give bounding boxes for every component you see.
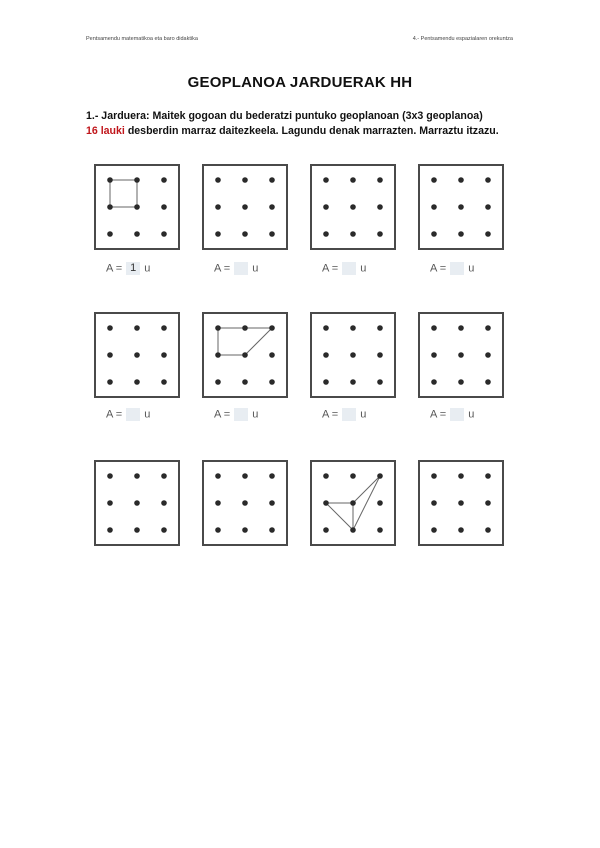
peg-dot	[242, 204, 248, 210]
area-prefix: A =	[430, 262, 447, 275]
peg-dot	[323, 231, 329, 237]
geoboard	[202, 164, 288, 250]
peg-dot	[269, 473, 275, 479]
area-prefix: A =	[214, 408, 231, 421]
area-unit: u	[468, 408, 475, 421]
peg-dot	[242, 379, 248, 385]
peg-dot	[431, 177, 437, 183]
peg-dot	[323, 500, 329, 506]
geoboard	[202, 460, 288, 546]
area-label	[106, 408, 192, 421]
peg-dot	[431, 325, 437, 331]
peg-dot	[107, 379, 113, 385]
geoboard-svg	[418, 460, 504, 546]
peg-dot	[107, 473, 113, 479]
peg-dot	[215, 473, 221, 479]
peg-dot	[485, 325, 491, 331]
task-rest: desberdin marraz daitezkeela. Lagundu denak marrazten. Marraztu itzazu.	[124, 125, 499, 137]
peg-dot	[350, 379, 356, 385]
peg-dot	[485, 527, 491, 533]
peg-dot	[107, 204, 113, 210]
header-left: Pentsamendu matematikoa eta baro didaktika	[86, 36, 198, 42]
peg-dot	[431, 231, 437, 237]
peg-dot	[377, 473, 383, 479]
peg-dot	[269, 352, 275, 358]
peg-dot	[350, 204, 356, 210]
peg-dot	[242, 500, 248, 506]
peg-dot	[269, 379, 275, 385]
area-unit: u	[360, 262, 367, 275]
peg-dot	[458, 204, 464, 210]
geoboard	[202, 312, 288, 398]
peg-dot	[269, 325, 275, 331]
peg-dot	[323, 379, 329, 385]
geoboard	[94, 164, 180, 250]
peg-dot	[134, 527, 140, 533]
peg-dot	[350, 231, 356, 237]
area-answer-box[interactable]: 1	[126, 262, 140, 275]
peg-dot	[215, 352, 221, 358]
peg-dot	[485, 379, 491, 385]
peg-dot	[215, 325, 221, 331]
area-label	[430, 408, 516, 421]
peg-dot	[107, 177, 113, 183]
geoboard	[310, 164, 396, 250]
peg-dot	[350, 473, 356, 479]
peg-dot	[458, 379, 464, 385]
geoboard-svg	[310, 312, 396, 398]
peg-dot	[350, 325, 356, 331]
peg-dot	[431, 527, 437, 533]
peg-dot	[107, 231, 113, 237]
geoboard-svg	[418, 164, 504, 250]
peg-dot	[458, 527, 464, 533]
area-answer-box[interactable]	[126, 408, 140, 421]
peg-dot	[350, 500, 356, 506]
peg-dot	[431, 204, 437, 210]
peg-dot	[215, 177, 221, 183]
geoboard	[310, 312, 396, 398]
peg-dot	[323, 325, 329, 331]
peg-dot	[215, 500, 221, 506]
peg-dot	[458, 231, 464, 237]
peg-dot	[161, 352, 167, 358]
peg-dot	[242, 177, 248, 183]
peg-dot	[134, 352, 140, 358]
page-title: GEOPLANOA JARDUERAK HH	[187, 74, 413, 91]
peg-dot	[134, 500, 140, 506]
peg-dot	[485, 231, 491, 237]
area-label	[322, 408, 408, 421]
peg-dot	[161, 204, 167, 210]
peg-dot	[107, 325, 113, 331]
peg-dot	[485, 177, 491, 183]
area-prefix: A =	[106, 262, 123, 275]
area-prefix: A =	[322, 262, 339, 275]
geoboard-svg	[418, 312, 504, 398]
area-label	[214, 408, 300, 421]
peg-dot	[323, 177, 329, 183]
area-unit: u	[144, 262, 151, 275]
area-answer-box[interactable]	[342, 408, 356, 421]
peg-dot	[161, 177, 167, 183]
peg-dot	[269, 177, 275, 183]
geoboard	[310, 460, 396, 546]
peg-dot	[215, 231, 221, 237]
peg-dot	[458, 500, 464, 506]
area-unit: u	[252, 408, 259, 421]
area-prefix: A =	[322, 408, 339, 421]
geoboard	[94, 312, 180, 398]
peg-dot	[242, 231, 248, 237]
area-unit: u	[360, 408, 367, 421]
peg-dot	[377, 527, 383, 533]
peg-dot	[269, 500, 275, 506]
peg-dot	[377, 325, 383, 331]
peg-dot	[134, 473, 140, 479]
area-answer-box[interactable]	[450, 408, 464, 421]
area-prefix: A =	[106, 408, 123, 421]
geoboard-svg	[202, 460, 288, 546]
peg-dot	[269, 527, 275, 533]
area-label	[430, 262, 516, 275]
peg-dot	[215, 204, 221, 210]
peg-dot	[350, 527, 356, 533]
peg-dot	[350, 177, 356, 183]
peg-dot	[485, 204, 491, 210]
peg-dot	[242, 325, 248, 331]
peg-dot	[107, 527, 113, 533]
peg-dot	[431, 379, 437, 385]
peg-dot	[458, 177, 464, 183]
peg-dot	[161, 527, 167, 533]
task-intro: 1.- Jarduera: Maitek gogoan du bederatzi puntuko geoplanoan (3x3 geoplanoa)	[86, 110, 483, 122]
peg-dot	[431, 500, 437, 506]
peg-dot	[323, 527, 329, 533]
peg-dot	[134, 231, 140, 237]
peg-dot	[134, 204, 140, 210]
area-unit: u	[468, 262, 475, 275]
area-unit: u	[144, 408, 151, 421]
peg-dot	[377, 500, 383, 506]
geoboard	[418, 164, 504, 250]
peg-dot	[161, 231, 167, 237]
peg-dot	[377, 204, 383, 210]
peg-dot	[242, 527, 248, 533]
geoboard-svg	[310, 460, 396, 546]
geoboard-svg	[202, 164, 288, 250]
peg-dot	[485, 473, 491, 479]
task-text	[86, 109, 526, 139]
geoboard-svg	[202, 312, 288, 398]
peg-dot	[458, 325, 464, 331]
peg-dot	[161, 379, 167, 385]
task-highlight: 16 lauki	[86, 125, 125, 137]
peg-dot	[458, 352, 464, 358]
geoboard-svg	[94, 164, 180, 250]
peg-dot	[134, 177, 140, 183]
peg-dot	[431, 473, 437, 479]
peg-dot	[377, 231, 383, 237]
peg-dot	[431, 352, 437, 358]
peg-dot	[107, 500, 113, 506]
peg-dot	[377, 379, 383, 385]
peg-dot	[134, 325, 140, 331]
peg-dot	[161, 500, 167, 506]
peg-dot	[269, 231, 275, 237]
area-label	[214, 262, 300, 275]
peg-dot	[323, 204, 329, 210]
area-label	[106, 262, 192, 275]
peg-dot	[485, 352, 491, 358]
peg-dot	[242, 473, 248, 479]
geoboard-svg	[94, 460, 180, 546]
peg-dot	[323, 352, 329, 358]
peg-dot	[377, 177, 383, 183]
peg-dot	[323, 473, 329, 479]
peg-dot	[269, 204, 275, 210]
peg-dot	[134, 379, 140, 385]
peg-dot	[161, 473, 167, 479]
geoboard	[418, 460, 504, 546]
area-prefix: A =	[214, 262, 231, 275]
geoboard	[94, 460, 180, 546]
area-unit: u	[252, 262, 259, 275]
area-answer-box[interactable]	[450, 262, 464, 275]
peg-dot	[107, 352, 113, 358]
area-prefix: A =	[430, 408, 447, 421]
area-answer-box[interactable]	[234, 408, 248, 421]
geoboard	[418, 312, 504, 398]
peg-dot	[215, 527, 221, 533]
peg-dot	[242, 352, 248, 358]
peg-dot	[350, 352, 356, 358]
peg-dot	[458, 473, 464, 479]
geoboard-svg	[310, 164, 396, 250]
header-right: 4.- Pentsamendu espazialaren orekuntza	[412, 36, 513, 42]
area-answer-box[interactable]	[342, 262, 356, 275]
peg-dot	[215, 379, 221, 385]
peg-dot	[485, 500, 491, 506]
peg-dot	[161, 325, 167, 331]
area-answer-box[interactable]	[234, 262, 248, 275]
geoboard-svg	[94, 312, 180, 398]
peg-dot	[377, 352, 383, 358]
area-label	[322, 262, 408, 275]
